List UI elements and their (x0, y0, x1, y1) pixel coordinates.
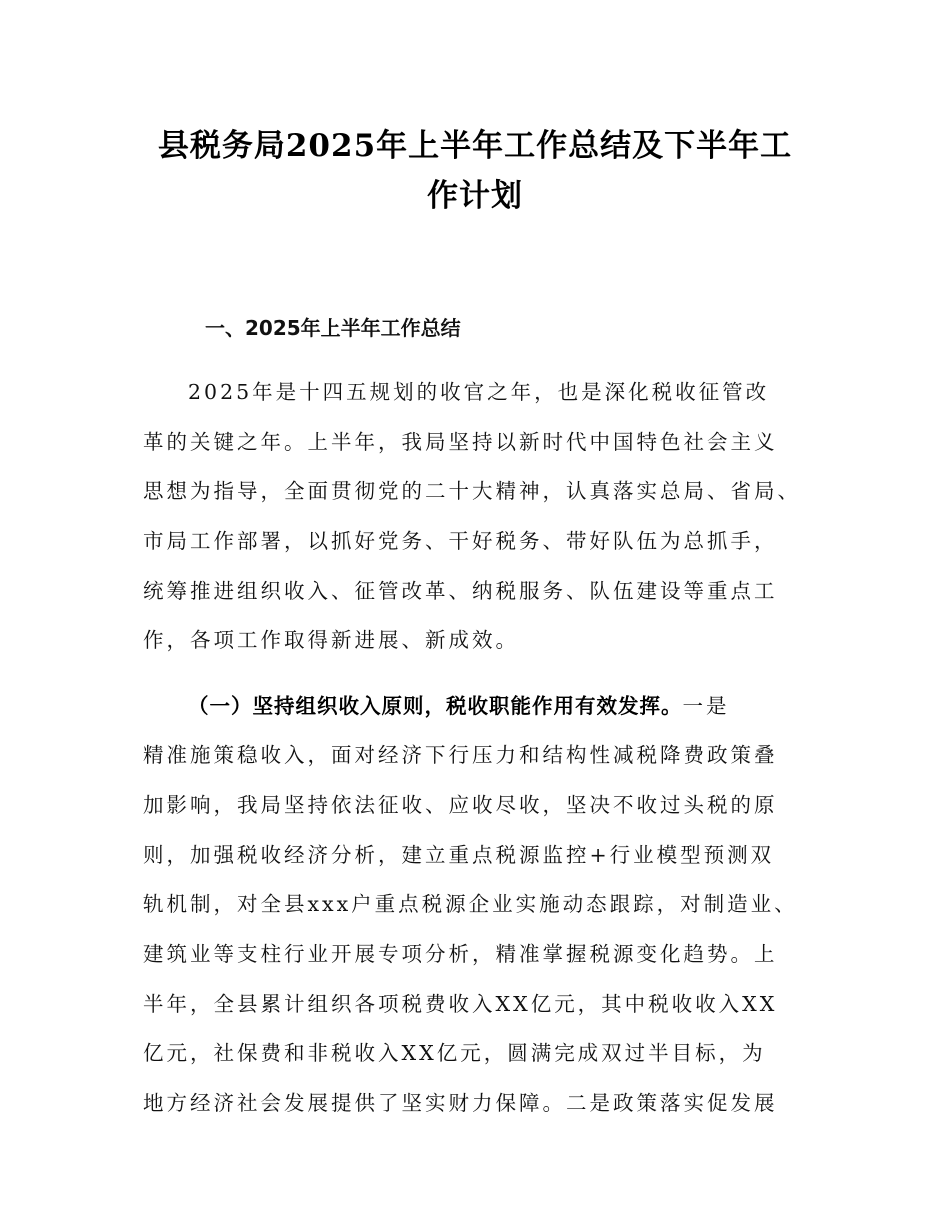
paragraph-line: 则，加强税收经济分析，建立重点税源监控+行业模型预测双 (143, 843, 775, 867)
paragraph-line: 精准施策稳收入，面对经济下行压力和结构性减税降费政策叠 (143, 743, 778, 767)
paragraph-line: 轨机制，对全县xxx户重点税源企业实施动态跟踪，对制造业、 (143, 892, 798, 916)
paragraph-line: 加影响，我局坚持依法征收、应收尽收，坚决不收过头税的原 (143, 793, 778, 817)
subsection-first-line (188, 689, 730, 719)
paragraph-line: 半年，全县累计组织各项税费收入XX亿元，其中税收收入XX (143, 992, 778, 1016)
paragraph-line: 亿元，社保费和非税收入XX亿元，圆满完成双过半目标，为 (143, 1041, 766, 1065)
paragraph-line: 建筑业等支柱行业开展专项分析，精准掌握税源变化趋势。上 (143, 942, 778, 966)
paragraph-line: 革的关键之年。上半年，我局坚持以新时代中国特色社会主义 (143, 430, 778, 454)
subsection-heading-1: （一）坚持组织收入原则，税收职能作用有效发挥。 (188, 694, 683, 718)
paragraph-line: 作，各项工作取得新进展、新成效。 (143, 628, 519, 652)
paragraph-line: 地方经济社会发展提供了坚实财力保障。二是政策落实促发展 (143, 1091, 778, 1115)
paragraph-text: 一是 (682, 694, 730, 718)
paragraph-line: 市局工作部署，以抓好党务、干好税务、带好队伍为总抓手， (143, 529, 778, 553)
paragraph-line: 思想为指导，全面贯彻党的二十大精神，认真落实总局、省局、 (143, 479, 801, 503)
section-heading-1: 一、2025年上半年工作总结 (205, 316, 461, 340)
document-title-line-1: 县税务局2025年上半年工作总结及下半年工 (157, 128, 793, 164)
document-title-line-2: 作计划 (427, 178, 523, 214)
paragraph-line: 2025年是十四五规划的收官之年，也是深化税收征管改 (188, 380, 770, 404)
paragraph-line: 统筹推进组织收入、征管改革、纳税服务、队伍建设等重点工 (143, 579, 778, 603)
